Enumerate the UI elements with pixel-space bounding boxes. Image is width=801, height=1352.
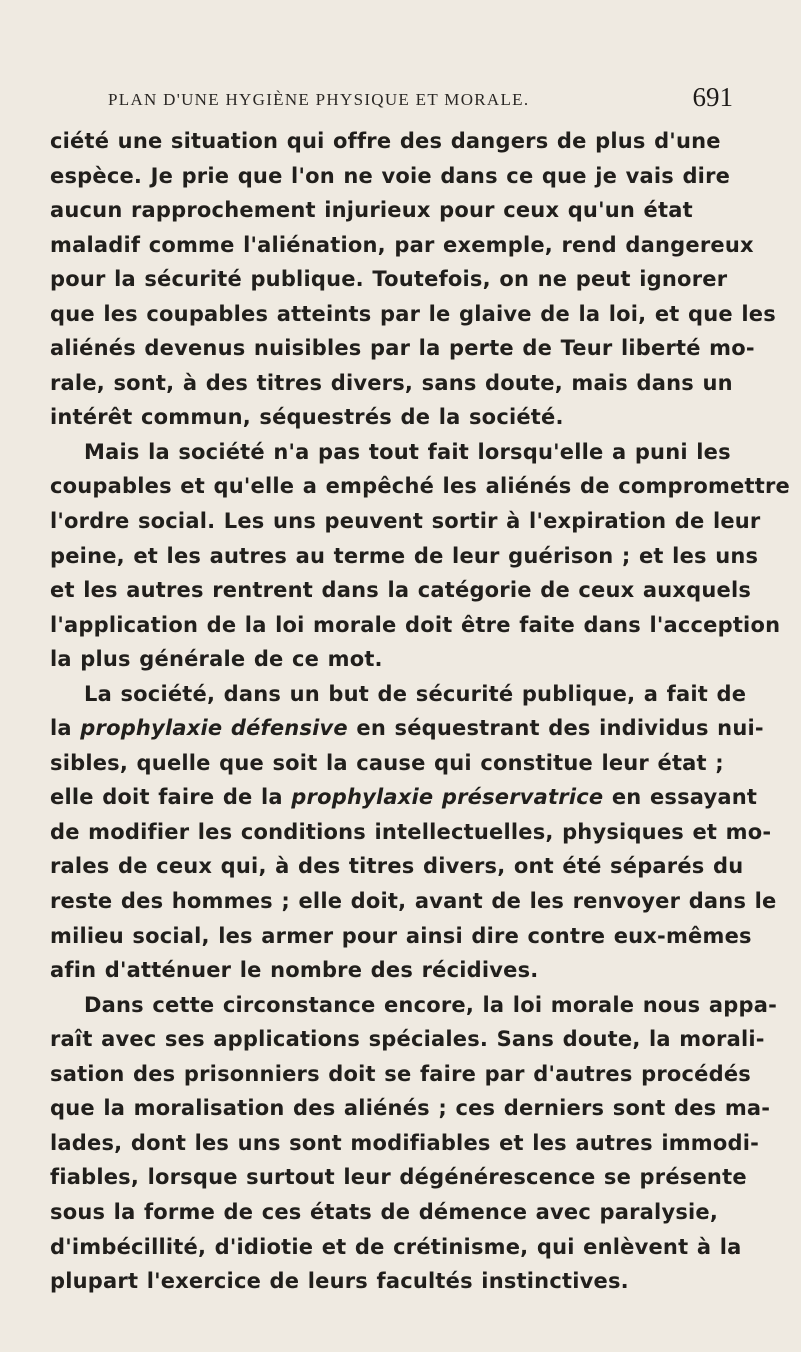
text-line: que la moralisation des aliénés ; ces derniers sont des ma- [50, 1096, 771, 1121]
text-line: plupart l'exercice de leurs facultés instinctives. [50, 1269, 629, 1294]
text-line: peine, et les autres au terme de leur guérison ; et les uns [50, 543, 759, 568]
text-line: l'ordre social. Les uns peuvent sortir à l'expiration de leur [50, 509, 761, 534]
paragraph-start-line: La société, dans un but de sécurité publique, a fait de [84, 681, 747, 706]
body-text [50, 124, 790, 1299]
text-line: rale, sont, à des titres divers, sans doute, mais dans un [50, 370, 733, 395]
italic-term: prophylaxie préservatrice [291, 785, 604, 810]
text-line: de modifier les conditions intellectuelles, physiques et mo- [50, 819, 772, 844]
text-line [50, 711, 764, 746]
text-line: lades, dont les uns sont modifiables et les autres immodi- [50, 1130, 760, 1155]
text-line: sibles, quelle que soit la cause qui constitue leur état ; [50, 750, 724, 775]
text-line: la plus générale de ce mot. [50, 647, 383, 672]
text-line [50, 780, 758, 815]
text-line: fiables, lorsque surtout leur dégénérescence se présente [50, 1165, 747, 1190]
text-line: pour la sécurité publique. Toutefois, on ne peut ignorer [50, 267, 728, 292]
text-line: d'imbécillité, d'idiotie et de crétinisme, qui enlèvent à la [50, 1234, 742, 1259]
paragraph-start-line: Dans cette circonstance encore, la loi morale nous appa- [84, 992, 777, 1017]
text-line: reste des hommes ; elle doit, avant de les renvoyer dans le [50, 889, 777, 914]
text-line: aliénés devenus nuisibles par la perte de Teur liberté mo- [50, 336, 755, 361]
text-line: intérêt commun, séquestrés de la société. [50, 405, 564, 430]
text-fragment: en séquestrant des individus nui- [347, 716, 764, 741]
text-line: raît avec ses applications spéciales. Sans doute, la morali- [50, 1027, 765, 1052]
text-fragment: la [50, 716, 81, 741]
running-head: PLAN D'UNE HYGIÈNE PHYSIQUE ET MORALE. [108, 90, 530, 109]
paragraph-start-line: Mais la société n'a pas tout fait lorsqu'elle a puni les [84, 439, 731, 464]
italic-term: prophylaxie défensive [80, 716, 348, 741]
text-line: rales de ceux qui, à des titres divers, ont été séparés du [50, 854, 744, 879]
text-line: que les coupables atteints par le glaive de la loi, et que les [50, 301, 776, 326]
text-line: l'application de la loi morale doit être faite dans l'acception [50, 612, 781, 637]
page-number: 691 [692, 82, 733, 112]
text-fragment: elle doit faire de la [50, 785, 292, 810]
text-line: et les autres rentrent dans la catégorie de ceux auxquels [50, 578, 752, 603]
text-line: aucun rapprochement injurieux pour ceux qu'un état [50, 198, 693, 223]
text-line: ciété une situation qui offre des dangers de plus d'une [50, 129, 721, 153]
text-line: sation des prisonniers doit se faire par d'autres procédés [50, 1061, 751, 1086]
text-line: milieu social, les armer pour ainsi dire contre eux-mêmes [50, 923, 752, 948]
text-line: coupables et qu'elle a empêché les aliénés de compromettre [50, 474, 790, 499]
page-header [108, 82, 733, 118]
text-line: afin d'atténuer le nombre des récidives. [50, 958, 539, 983]
text-fragment: en essayant [603, 785, 758, 810]
text-line: maladif comme l'aliénation, par exemple, rend dangereux [50, 232, 754, 257]
text-line: espèce. Je prie que l'on ne voie dans ce que je vais dire [50, 163, 731, 188]
text-line: sous la forme de ces états de démence avec paralysie, [50, 1199, 719, 1224]
